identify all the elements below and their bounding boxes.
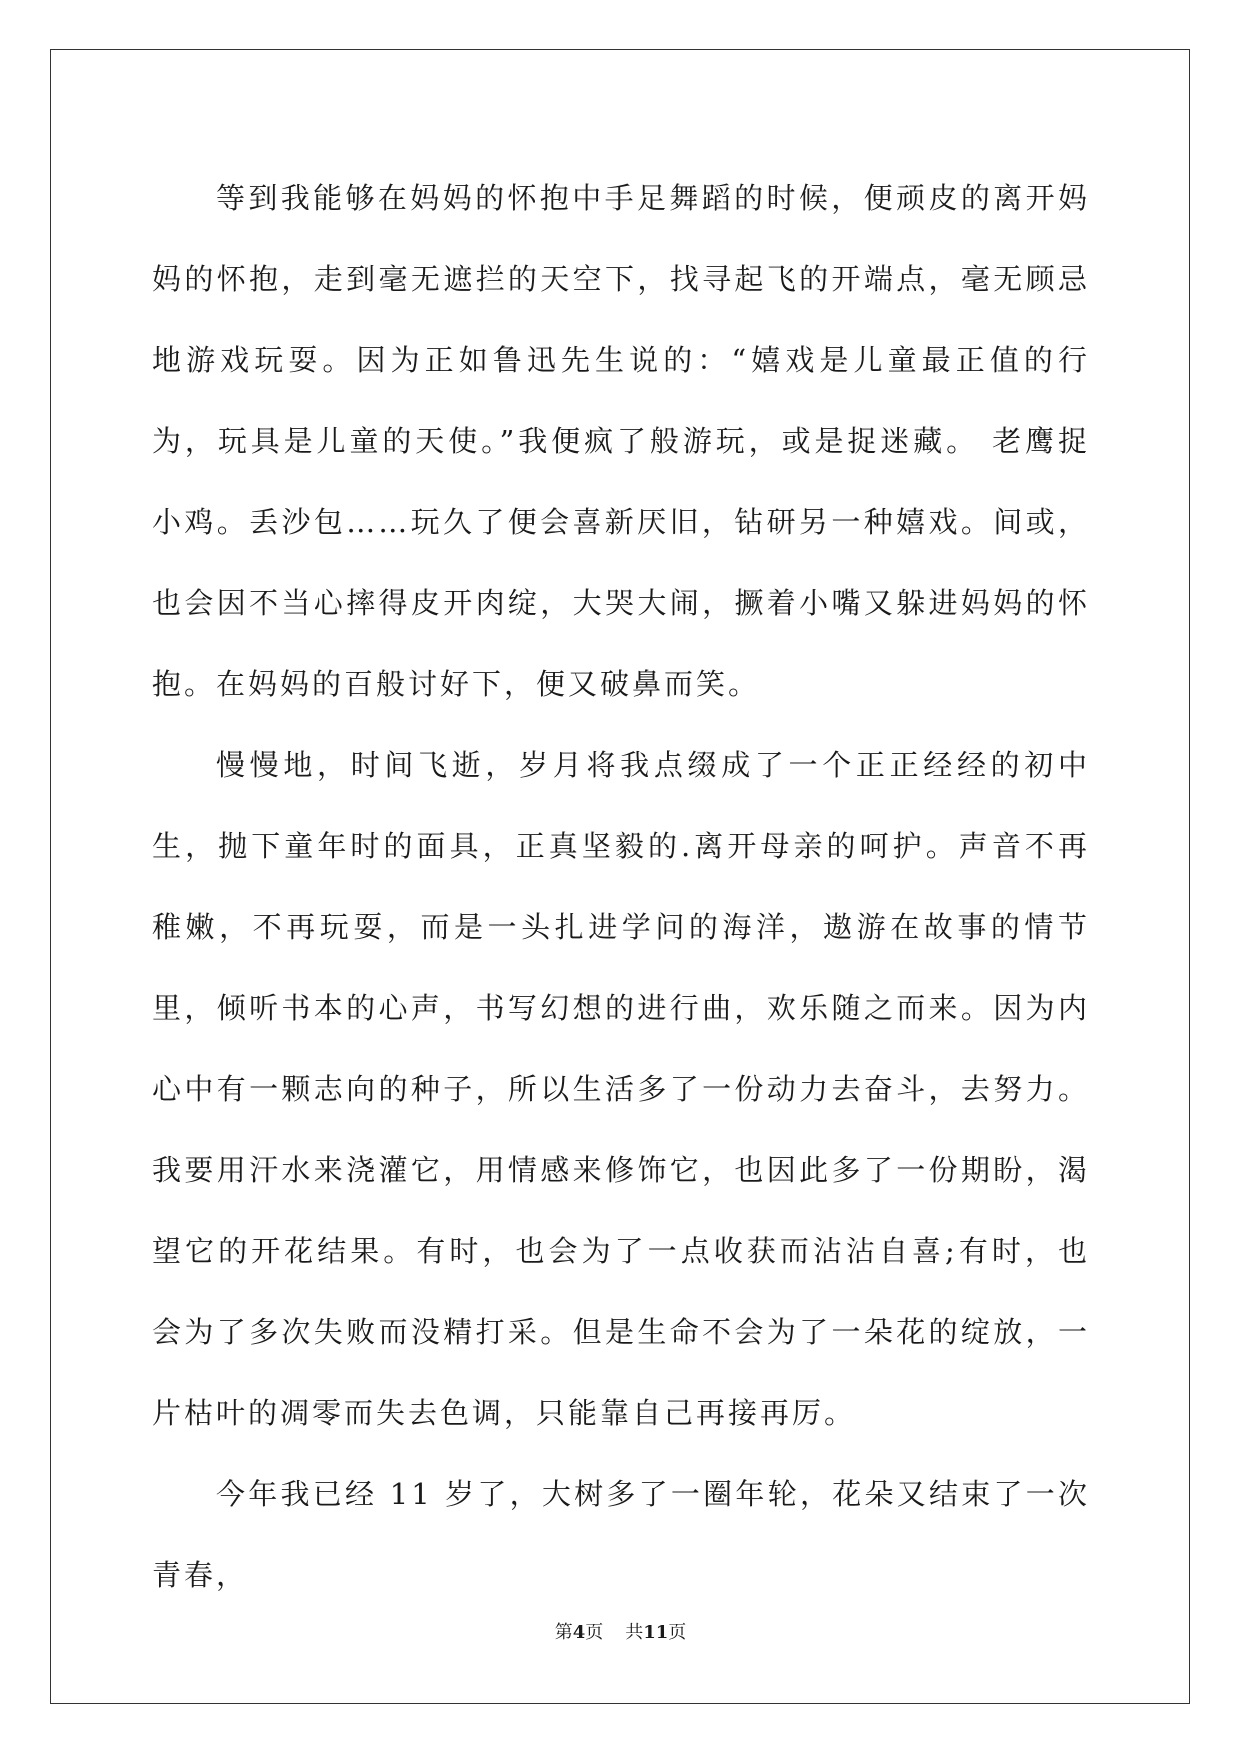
footer-total-suffix: 页: [668, 1622, 687, 1643]
paragraph-1: 等到我能够在妈妈的怀抱中手足舞蹈的时候，便顽皮的离开妈妈的怀抱，走到毫无遮拦的天空下，找寻起飞的开端点，毫无顾忌地游戏玩耍。因为正如鲁迅先生说的：“嬉戏是儿童最正值的行为，玩具是儿童的天使。”我便疯了般游玩，或是捉迷藏。 老鹰捉小鸡。丢沙包……玩久了便会喜新厌旧，钻研另一种嬉戏。间或，也会因不当心摔得皮开肉绽，大哭大闹，撅着小嘴又躲进妈妈的怀抱。在妈妈的百般讨好下，便又破鼻而笑。: [152, 181, 1090, 701]
page-footer: [0, 1618, 1241, 1644]
total-page-number: 11: [643, 1622, 669, 1643]
footer-total-prefix: 共: [625, 1622, 644, 1643]
paragraph-3: 今年我已经 11 岁了，大树多了一圈年轮，花朵又结束了一次青春，: [152, 1477, 1090, 1592]
document-body: [152, 158, 1090, 1616]
paragraph-2: 慢慢地，时间飞逝，岁月将我点缀成了一个正正经经的初中生，抛下童年时的面具，正真坚毅的.离开母亲的呵护。声音不再稚嫩，不再玩耍，而是一头扎进学问的海洋，遨游在故事的情节里，倾听书本的心声，书写幻想的进行曲，欢乐随之而来。因为内心中有一颗志向的种子，所以生活多了一份动力去奋斗，去努力。我要用汗水来浇灌它，用情感来修饰它，也因此多了一份期盼，渴望它的开花结果。有时，也会为了一点收获而沾沾自喜;有时，也会为了多次失败而没精打采。但是生命不会为了一朵花的绽放，一片枯叶的凋零而失去色调，只能靠自己再接再厉。: [152, 748, 1090, 1430]
current-page-number: 4: [572, 1622, 586, 1643]
footer-page-suffix: 页: [585, 1622, 604, 1643]
footer-prefix: 第: [554, 1622, 573, 1643]
